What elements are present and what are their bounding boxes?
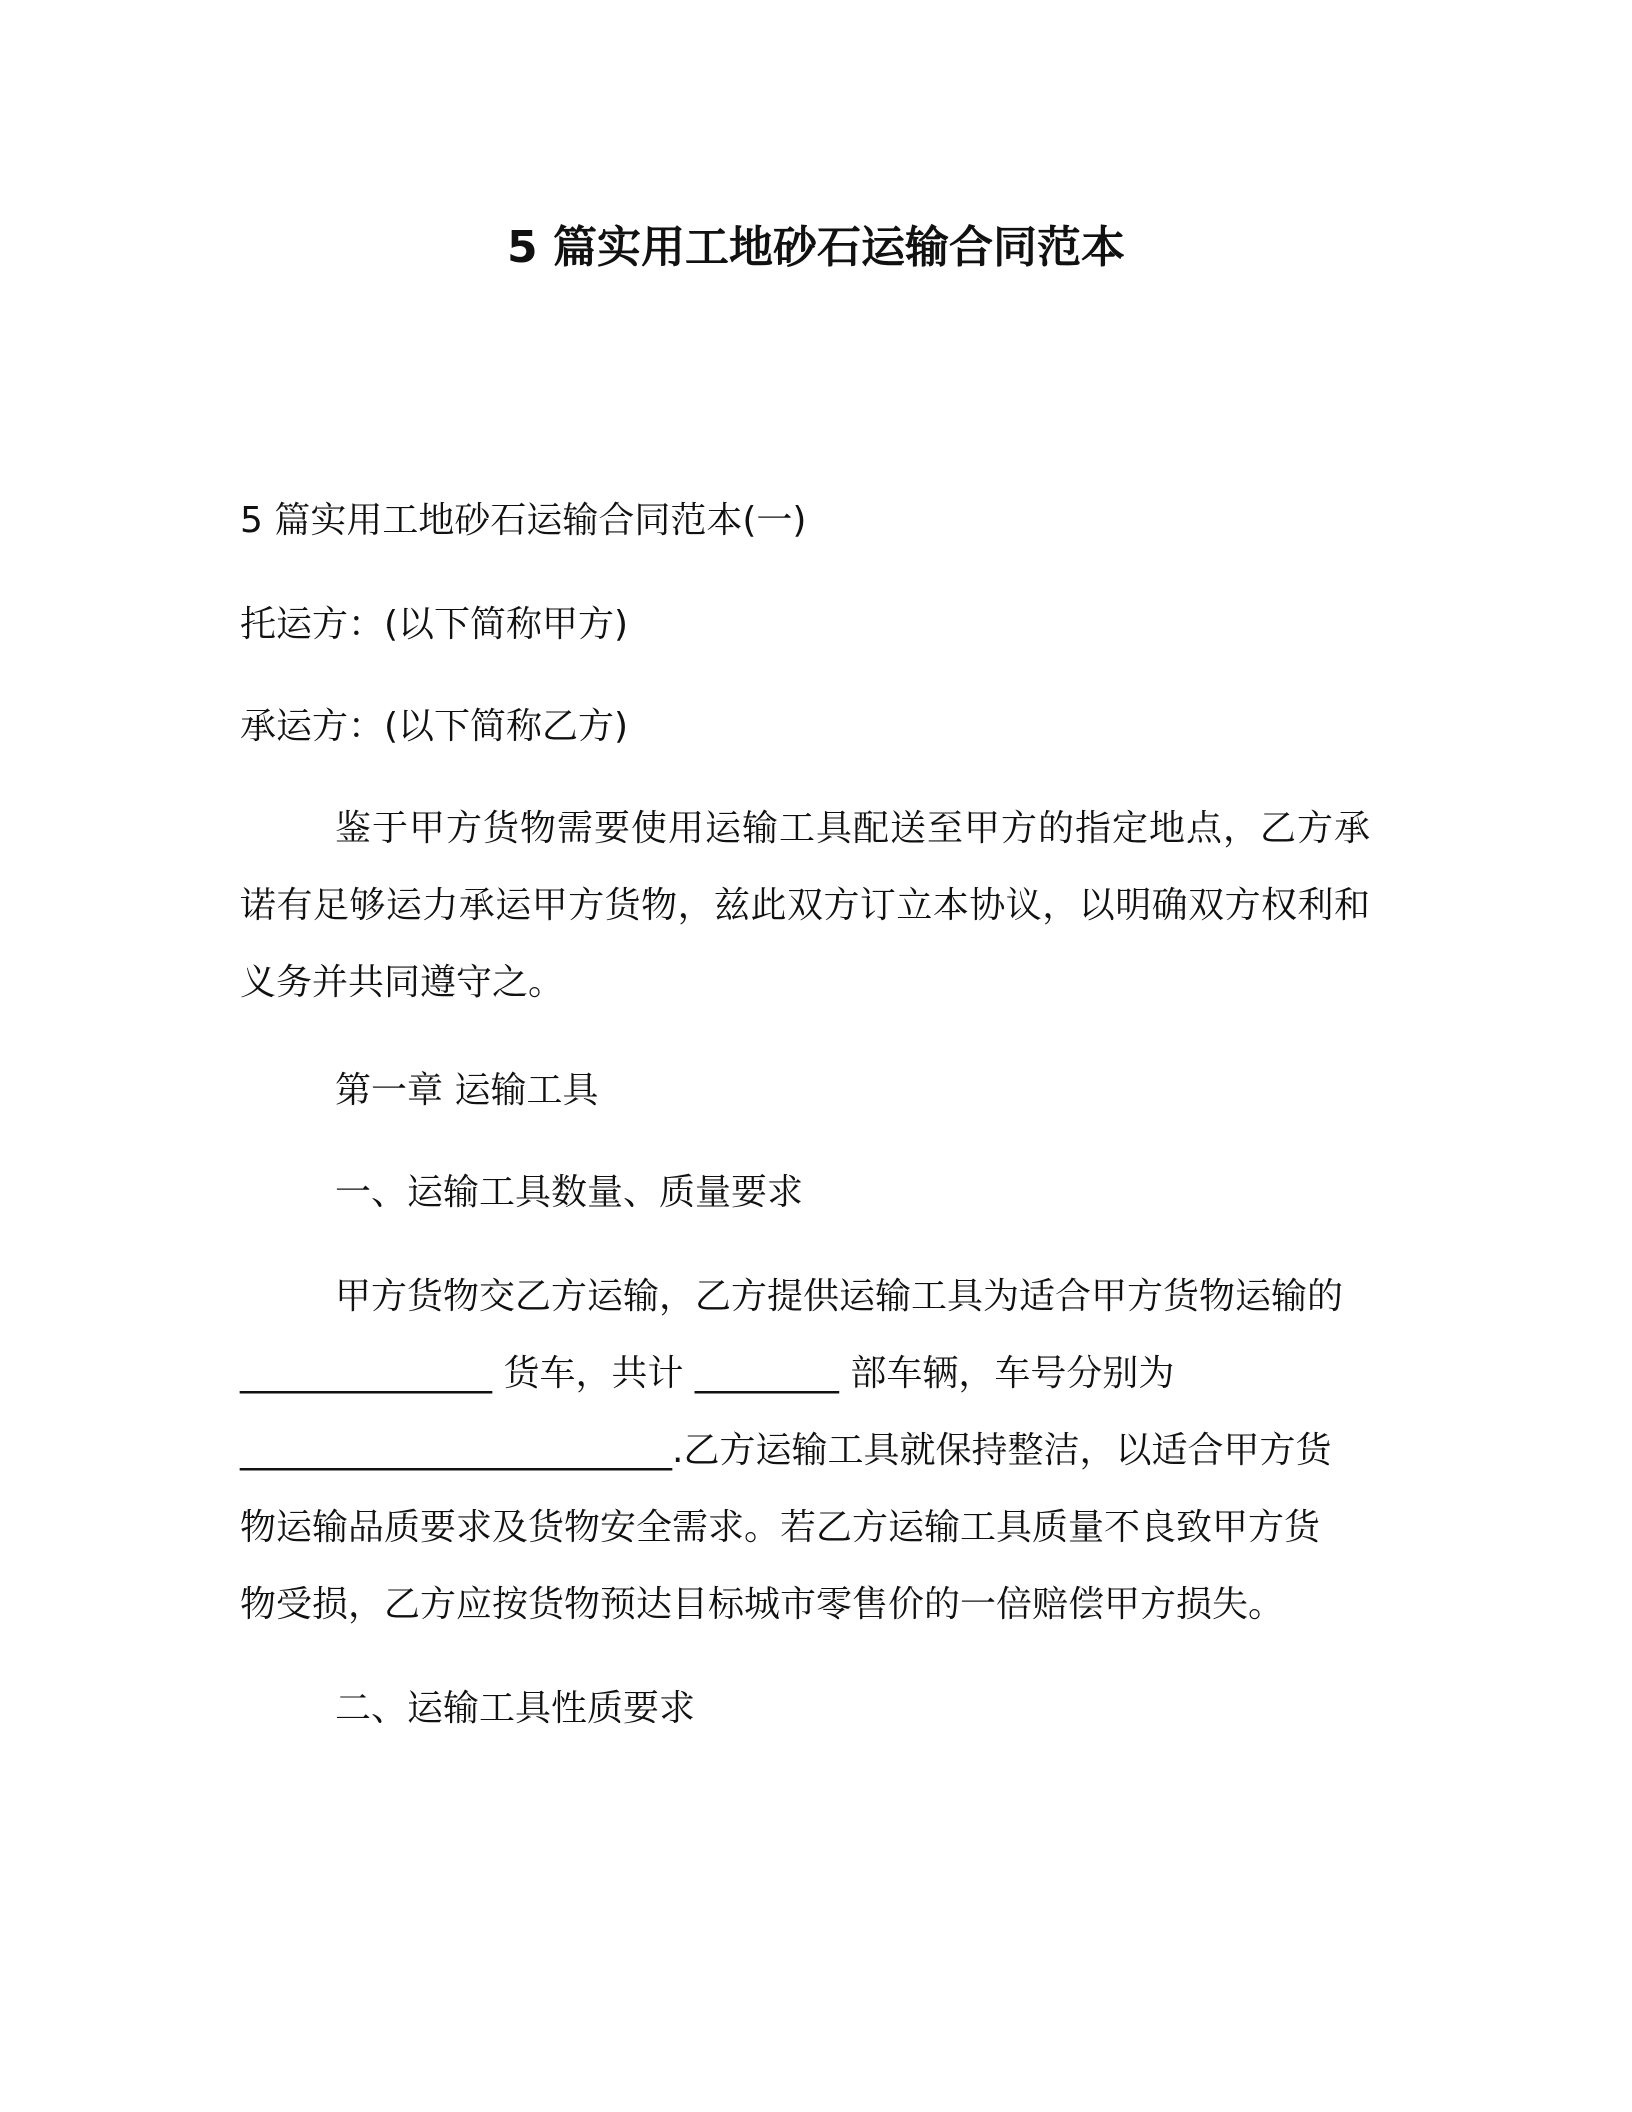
section-2-heading: 二、运输工具性质要求 — [335, 1688, 696, 1729]
section-1-line-1: 甲方货物交乙方运输，乙方提供运输工具为适合甲方货物运输的 — [335, 1276, 1344, 1317]
contract-subtitle: 5 篇实用工地砂石运输合同范本(一) — [240, 500, 807, 541]
section-1-heading: 一、运输工具数量、质量要求 — [335, 1172, 804, 1213]
section-1-line-3: ________________________.乙方运输工具就保持整洁，以适合甲方货 — [240, 1430, 1332, 1471]
consignor-line: 托运方：(以下简称甲方) — [240, 604, 629, 645]
document-title: 5 篇实用工地砂石运输合同范本 — [507, 222, 1125, 273]
section-1-line-4: 物运输品质要求及货物安全需求。若乙方运输工具质量不良致甲方货 — [240, 1507, 1321, 1548]
chapter-1-heading: 第一章 运输工具 — [335, 1070, 599, 1111]
preamble-paragraph: 鉴于甲方货物需要使用运输工具配送至甲方的指定地点，乙方承诺有足够运力承运甲方货物，兹此双方订立本协议，以明确双方权利和义务并共同遵守之。 — [240, 808, 1370, 1003]
section-1-line-2: ______________ 货车，共计 ________ 部车辆，车号分别为 — [240, 1353, 1175, 1394]
carrier-line: 承运方：(以下简称乙方) — [240, 706, 629, 747]
section-1-line-5: 物受损，乙方应按货物预达目标城市零售价的一倍赔偿甲方损失。 — [240, 1584, 1285, 1625]
